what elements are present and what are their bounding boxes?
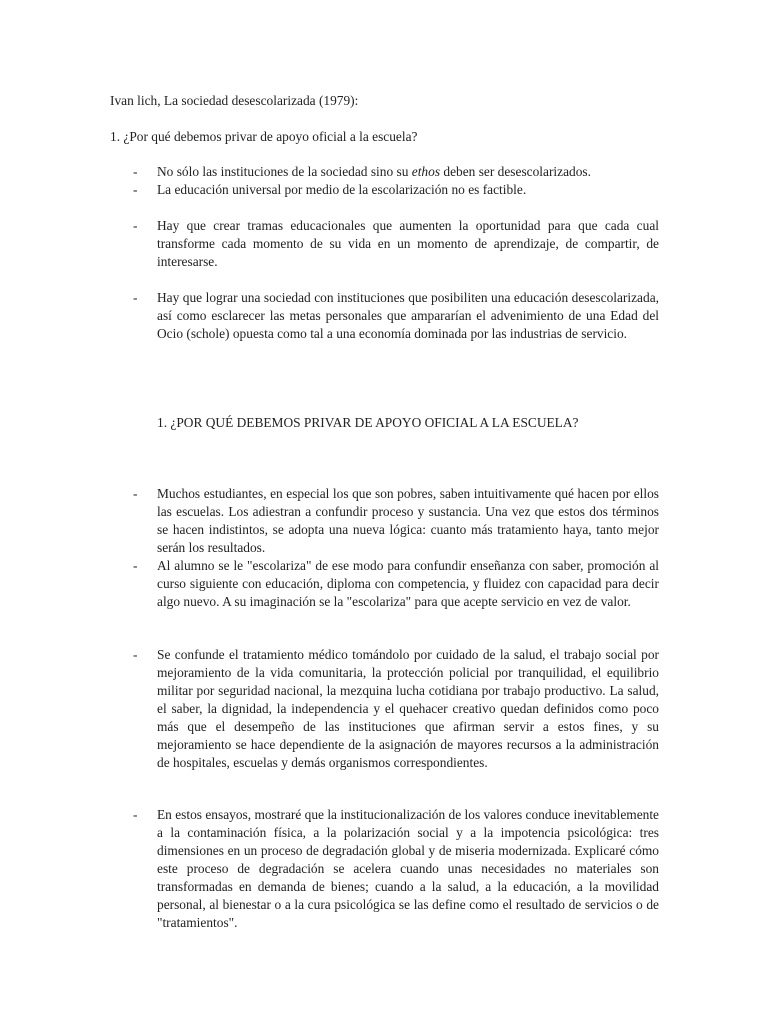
list-item-text: Hay que crear tramas educacionales que aumenten la oportunidad para que cada cual transforme cada momento de su vida en un momento de aprendizaje, de compartir, de interesarse. [157,218,659,269]
list-item [133,806,659,932]
bullet-dash: - [133,182,138,197]
bullet-dash: - [133,290,138,305]
bullet-dash: - [133,164,138,179]
question-heading: 1. ¿Por qué debemos privar de apoyo oficial a la escuela? [110,129,418,144]
list-item [133,485,659,557]
bullet-dash: - [133,558,138,573]
list-item-text: La educación universal por medio de la escolarización no es factible. [157,182,527,197]
list-item-text: No sólo las instituciones de la sociedad sino su ethos deben ser desescolarizados. [157,164,591,179]
list-item [133,163,659,181]
document-title: Ivan lich, La sociedad desescolarizada (1979): [110,93,359,108]
list-item-text: Muchos estudiantes, en especial los que son pobres, saben intuitivamente qué hacen por ellos las escuelas. Los adiestran a confundir proceso y sustancia. Una vez que estos dos términos se hacen indistintos, se adopta una nueva lógica: cuanto más tratamiento haya, tanto mejor serán los resultados. [157,486,659,555]
section-heading: 1. ¿POR QUÉ DEBEMOS PRIVAR DE APOYO OFICIAL A LA ESCUELA? [157,415,579,430]
bullet-dash: - [133,218,138,233]
emphasis-text: ethos [411,164,441,179]
list-item-text: Al alumno se le "escolariza" de ese modo para confundir enseñanza con saber, promoción al curso siguiente con educación, diploma con competencia, y fluidez con capacidad para decir algo nuevo. A su imaginación se la "escolariza" para que acepte servicio en vez de valor. [157,558,659,609]
list-item [133,646,659,772]
bullet-dash: - [133,486,138,501]
list-item [133,557,659,611]
list-item-text: Hay que lograr una sociedad con instituciones que posibiliten una educación desescolarizada, así como esclarecer las metas personales que ampararían el advenimiento de una Edad del Ocio (schole) opuesta como tal a una economía dominada por las industrias de servicio. [157,290,659,341]
bullet-dash: - [133,807,138,822]
list-item [133,217,659,271]
list-item [133,181,659,199]
list-item-text: Se confunde el tratamiento médico tomándolo por cuidado de la salud, el trabajo social por mejoramiento de la vida comunitaria, la protección policial por tranquilidad, el equilibrio militar por seguridad nacional, la mezquina lucha cotidiana por trabajo productivo. La salud, el saber, la dignidad, la independencia y el quehacer creativo quedan definidos como poco más que el desempeño de las instituciones que afirman servir a estos fines, y su mejoramiento se hace dependiente de la asignación de mayores recursos a la administración de hospitales, escuelas y demás organismos correspondientes. [157,647,659,770]
bullet-dash: - [133,647,138,662]
list-item [133,289,659,343]
list-item-text: En estos ensayos, mostraré que la institucionalización de los valores conduce inevitablemente a la contaminación física, a la polarización social y a la impotencia psicológica: tres dimensiones en un proceso de degradación global y de miseria modernizada. Explicaré cómo este proceso de degradación se acelera cuando unas necesidades no materiales son transformadas en demanda de bienes; cuando a la salud, a la educación, a la movilidad personal, al bienestar o a la cura psicológica se las define como el resultado de servicios o de "tratamientos". [157,807,659,930]
